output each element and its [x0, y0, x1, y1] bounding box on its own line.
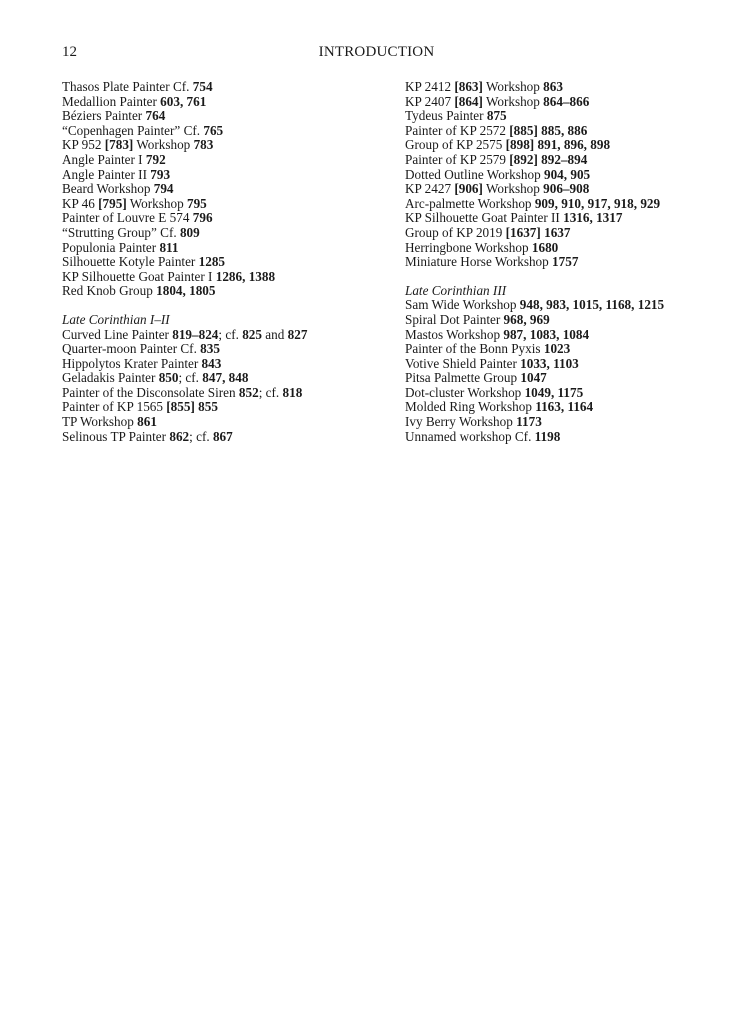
index-entry	[405, 241, 725, 256]
catalogue-number: [892]	[509, 151, 538, 167]
catalogue-number: 1023	[543, 341, 571, 357]
catalogue-number: 843	[201, 355, 222, 371]
index-entry	[62, 124, 362, 139]
entry-text: Selinous TP Painter	[62, 428, 170, 444]
index-entry	[62, 386, 362, 401]
catalogue-number: 892–894	[541, 151, 588, 167]
catalogue-number: 909, 910, 917, 918, 929	[534, 195, 661, 211]
entry-text: Angle Painter II	[62, 166, 151, 182]
index-entry	[405, 211, 725, 226]
entry-text: Thasos Plate Painter Cf.	[62, 79, 193, 94]
catalogue-number: 796	[192, 210, 213, 226]
index-entry	[62, 357, 362, 372]
catalogue-number: 906–908	[543, 181, 590, 197]
catalogue-number: 794	[153, 181, 174, 197]
index-entry	[62, 80, 362, 95]
catalogue-number: 825	[242, 326, 262, 342]
catalogue-number: 1680	[531, 239, 559, 255]
index-entry	[405, 197, 725, 212]
section-heading: Late Corinthian III	[405, 282, 507, 298]
index-entry	[62, 109, 362, 124]
entry-text: Ivy Berry Workshop	[405, 414, 517, 430]
catalogue-number: [795]	[98, 195, 127, 211]
index-entry	[62, 342, 362, 357]
index-entry	[62, 284, 362, 299]
entry-text: Silhouette Kotyle Painter	[62, 254, 199, 270]
index-entry	[405, 298, 725, 313]
catalogue-number: 1198	[534, 428, 561, 444]
left-column	[62, 80, 362, 444]
catalogue-number: [906]	[454, 181, 483, 197]
entry-text: Painter of the Disconsolate Siren	[62, 384, 239, 400]
index-entry	[405, 182, 725, 197]
index-entry	[405, 109, 725, 124]
catalogue-number: 867	[212, 428, 233, 444]
index-entry	[62, 255, 362, 270]
section-spacer	[62, 299, 362, 313]
index-entry	[405, 168, 725, 183]
index-entry	[405, 313, 725, 328]
entry-text: Curved Line Painter	[62, 326, 173, 342]
entry-text: ; cf.	[258, 384, 283, 400]
index-entry	[62, 138, 362, 153]
index-entry	[62, 197, 362, 212]
catalogue-number: 862	[169, 428, 190, 444]
entry-text: “Copenhagen Painter” Cf.	[62, 122, 204, 138]
catalogue-number: 1285	[198, 254, 225, 270]
catalogue-number: 863	[543, 79, 563, 94]
entry-text: ; cf.	[178, 370, 203, 386]
entry-text: Painter of KP 2579	[405, 151, 510, 167]
page-title: INTRODUCTION	[318, 44, 435, 60]
catalogue-number: 861	[137, 414, 157, 430]
entry-text: ; cf.	[189, 428, 213, 444]
catalogue-number: 819–824	[172, 326, 219, 342]
index-entry	[405, 226, 725, 241]
catalogue-number: 1047	[520, 370, 547, 386]
index-entry	[62, 211, 362, 226]
entry-text: ; cf.	[218, 326, 243, 342]
catalogue-number: 968, 969	[503, 311, 550, 327]
entry-text: Béziers Painter	[62, 108, 146, 124]
catalogue-number: 1757	[552, 254, 579, 270]
catalogue-number: 795	[186, 195, 207, 211]
index-entry	[62, 328, 362, 343]
catalogue-number: 987, 1083, 1084	[503, 326, 590, 342]
catalogue-number: 811	[159, 239, 179, 255]
catalogue-number: 827	[287, 326, 308, 342]
catalogue-number: 783	[193, 137, 214, 153]
entry-text: “Strutting Group” Cf.	[62, 224, 180, 240]
catalogue-number: 855	[198, 399, 218, 415]
index-entry	[405, 386, 725, 401]
catalogue-number: [864]	[454, 93, 483, 109]
index-entry	[62, 153, 362, 168]
catalogue-number: 847, 848	[202, 370, 249, 386]
entry-text: Quarter-moon Painter Cf.	[62, 341, 201, 357]
catalogue-number: 1286, 1388	[215, 268, 276, 284]
index-entry	[405, 124, 725, 139]
entry-text: Miniature Horse Workshop	[405, 254, 553, 270]
index-entry	[62, 182, 362, 197]
catalogue-number: [855]	[166, 399, 195, 415]
catalogue-number: 1316, 1317	[563, 210, 623, 226]
section-spacer	[405, 270, 725, 284]
catalogue-number: 835	[200, 341, 220, 357]
index-entry	[405, 357, 725, 372]
catalogue-number: 818	[282, 384, 303, 400]
entry-text: Workshop	[482, 93, 544, 109]
entry-text: Painter of KP 1565	[62, 399, 167, 415]
index-entry	[62, 270, 362, 285]
catalogue-number: [783]	[104, 137, 134, 153]
entry-text: Red Knob Group	[62, 283, 157, 299]
entry-text: Mastos Workshop	[405, 326, 504, 342]
entry-text: KP Silhouette Goat Painter II	[405, 210, 564, 226]
catalogue-number: 765	[203, 122, 224, 138]
entry-text: KP 2412	[405, 79, 455, 94]
index-entry	[405, 138, 725, 153]
index-entry	[62, 95, 362, 110]
entry-text: Hippolytos Krater Painter	[62, 355, 202, 371]
entry-text: Herringbone Workshop	[405, 239, 532, 255]
entry-text: KP 2427	[405, 181, 455, 197]
running-head	[0, 44, 753, 68]
entry-text: Arc-palmette Workshop	[405, 195, 535, 211]
catalogue-number: 1637	[544, 224, 571, 240]
catalogue-number: 764	[145, 108, 166, 124]
catalogue-number: [1637]	[505, 224, 541, 240]
index-entry	[62, 241, 362, 256]
catalogue-number: 891, 896, 898	[537, 137, 611, 153]
entry-text: Beard Workshop	[62, 181, 154, 197]
entry-text: Painter of Louvre E 574	[62, 210, 193, 226]
entry-text: Medallion Painter	[62, 93, 161, 109]
entry-text: Unnamed workshop Cf.	[405, 428, 535, 444]
entry-text: Dot-cluster Workshop	[405, 384, 525, 400]
index-entry	[62, 415, 362, 430]
catalogue-number: 1049, 1175	[524, 384, 584, 400]
index-entry	[405, 400, 725, 415]
index-entry	[405, 415, 725, 430]
index-entry	[62, 226, 362, 241]
entry-text: Populonia Painter	[62, 239, 160, 255]
entry-text: Group of KP 2575	[405, 137, 506, 153]
entry-text: TP Workshop	[62, 414, 138, 430]
entry-text: KP Silhouette Goat Painter I	[62, 268, 216, 284]
entry-text: Angle Painter I	[62, 151, 146, 167]
entry-text: Tydeus Painter	[405, 108, 487, 124]
catalogue-number: 864–866	[543, 93, 590, 109]
entry-text: KP 46	[62, 195, 99, 211]
index-entry	[405, 255, 725, 270]
index-entry	[405, 95, 725, 110]
entry-text: Workshop	[482, 79, 544, 94]
catalogue-number: 809	[179, 224, 200, 240]
catalogue-number: 603, 761	[160, 93, 207, 109]
catalogue-number: 793	[150, 166, 171, 182]
page-number: 12	[62, 44, 77, 60]
catalogue-number: [885]	[509, 122, 538, 138]
catalogue-number: 754	[192, 79, 213, 94]
index-entry	[62, 430, 362, 445]
entry-text: KP 2407	[405, 93, 455, 109]
index-entry	[62, 168, 362, 183]
catalogue-number: [898]	[505, 137, 535, 153]
catalogue-number: 875	[486, 108, 507, 124]
entry-text: Painter of the Bonn Pyxis	[405, 341, 544, 357]
entry-text: Sam Wide Workshop	[405, 297, 520, 313]
entry-text: Geladakis Painter	[62, 370, 159, 386]
catalogue-number: 852	[238, 384, 259, 400]
entry-text: Group of KP 2019	[405, 224, 506, 240]
index-entry	[405, 371, 725, 386]
index-entry	[405, 328, 725, 343]
catalogue-number: [863]	[454, 79, 483, 94]
catalogue-number: 792	[145, 151, 166, 167]
catalogue-number: 948, 983, 1015, 1168, 1215	[519, 297, 665, 313]
catalogue-number: 850	[158, 370, 179, 386]
entry-text: Workshop	[133, 137, 194, 153]
catalogue-number: 1033, 1103	[520, 355, 579, 371]
entry-text: and	[261, 326, 288, 342]
entry-text: Pitsa Palmette Group	[405, 370, 521, 386]
catalogue-number: 885, 886	[541, 122, 588, 138]
entry-text: KP 952	[62, 137, 105, 153]
entry-text: Painter of KP 2572	[405, 122, 510, 138]
entry-text: Dotted Outline Workshop	[405, 166, 544, 182]
section-heading: Late Corinthian I–II	[62, 311, 170, 327]
index-entry	[62, 371, 362, 386]
entry-text: Molded Ring Workshop	[405, 399, 536, 415]
catalogue-number: 1163, 1164	[535, 399, 594, 415]
entry-text: Votive Shield Painter	[405, 355, 521, 371]
catalogue-number: 1804, 1805	[156, 283, 216, 299]
index-entry	[405, 80, 725, 95]
catalogue-number: 904, 905	[543, 166, 591, 182]
entry-text: Spiral Dot Painter	[405, 311, 504, 327]
entry-text: Workshop	[126, 195, 187, 211]
catalogue-number: 1173	[516, 414, 542, 430]
index-entry	[62, 400, 362, 415]
right-column	[405, 80, 725, 444]
index-entry	[405, 430, 725, 445]
index-entry	[405, 153, 725, 168]
index-entry	[405, 342, 725, 357]
entry-text: Workshop	[482, 181, 544, 197]
